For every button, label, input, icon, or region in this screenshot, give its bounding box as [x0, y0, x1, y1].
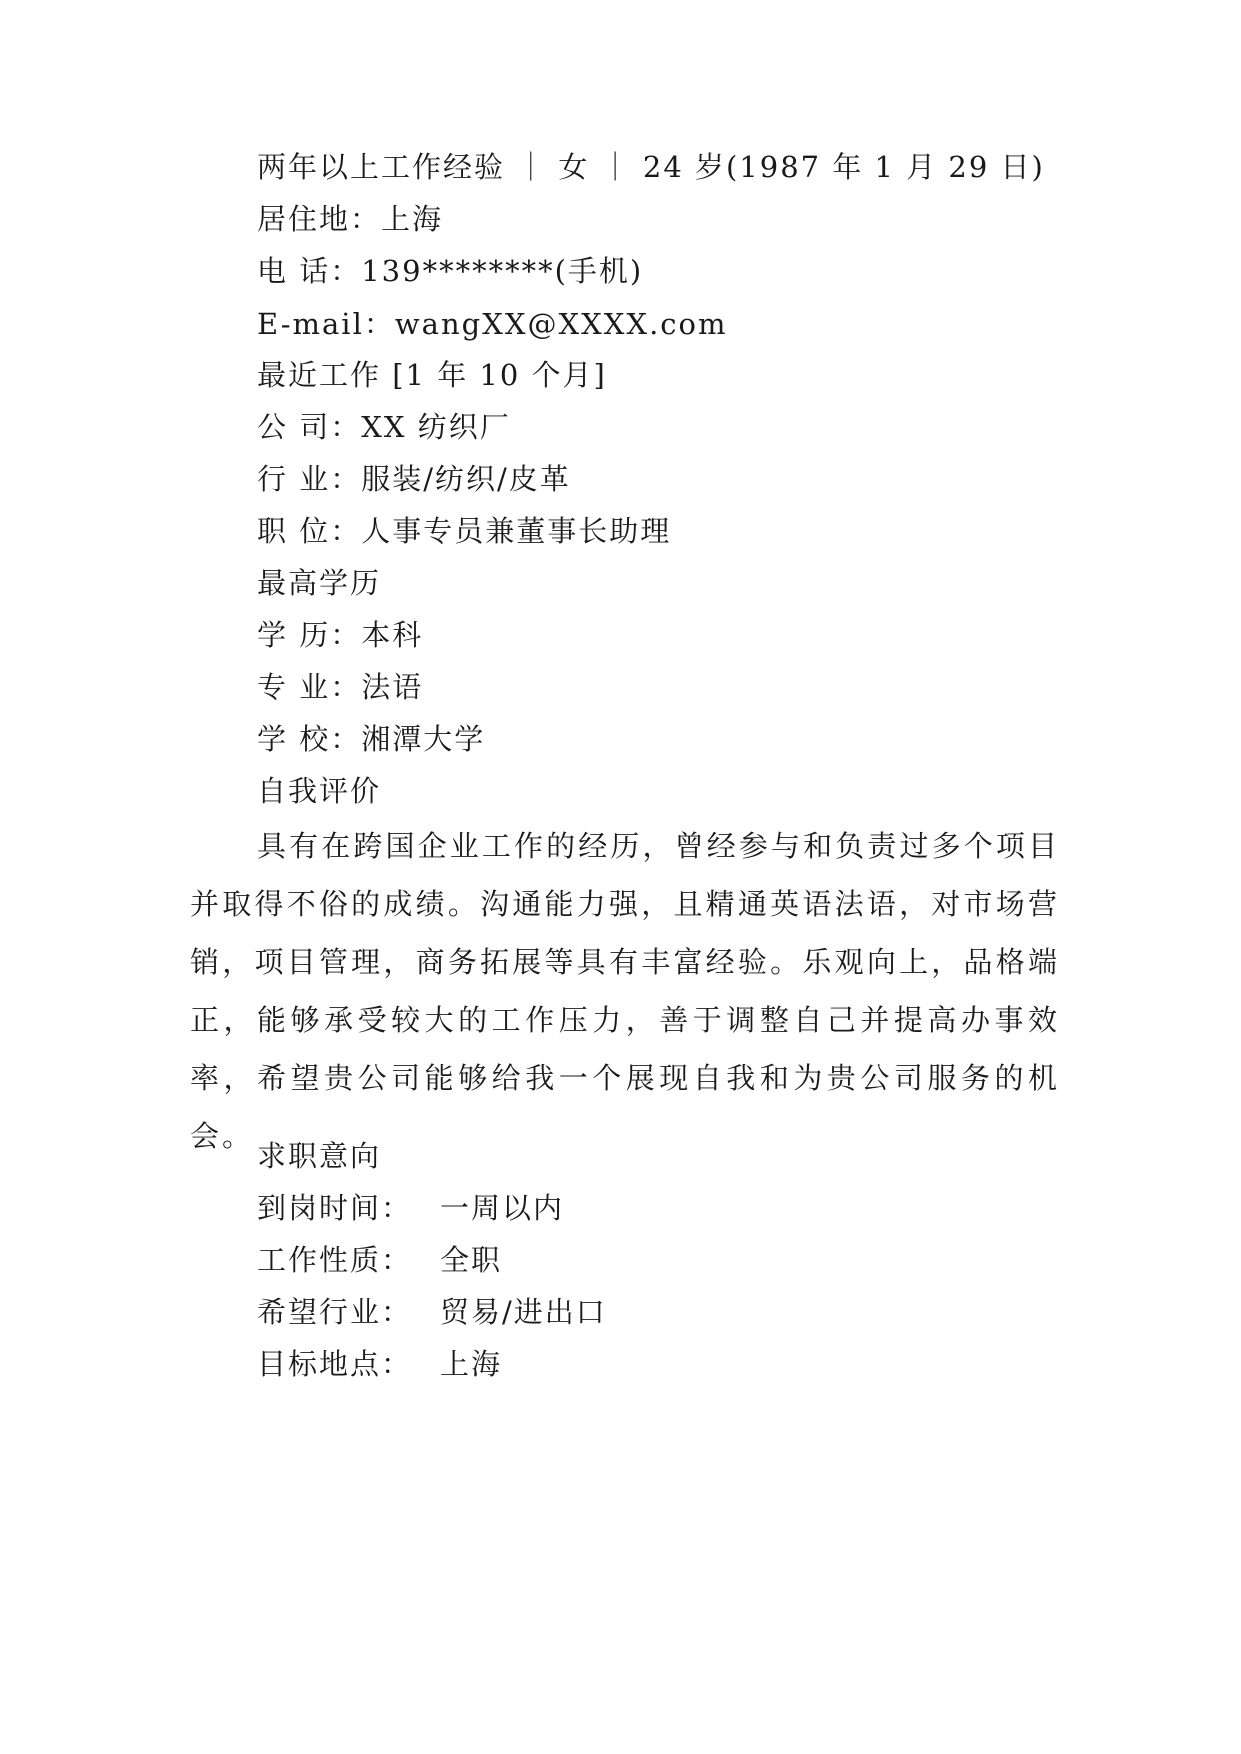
phone-line: 电 话：139********(手机) — [257, 254, 644, 288]
major-line: 专 业：法语 — [257, 670, 424, 704]
self-evaluation-heading: 自我评价 — [257, 774, 382, 808]
recent-work-heading: 最近工作 [1 年 10 个月] — [257, 358, 607, 392]
education-heading: 最高学历 — [257, 566, 382, 600]
intent-label: 到岗时间： — [257, 1191, 413, 1225]
self-evaluation-text: 具有在跨国企业工作的经历，曾经参与和负责过多个项目并取得不俗的成绩。沟通能力强，且精通英语法语，对市场营销，项目管理，商务拓展等具有丰富经验。乐观向上，品格端正，能够承受较大的工作压力，善于调整自己并提高办事效率，希望贵公司能够给我一个展现自我和为贵公司服务的机会。 — [190, 829, 1060, 1153]
school-line: 学 校：湘潭大学 — [257, 722, 486, 756]
intent-label: 工作性质： — [257, 1243, 413, 1277]
intent-value: 贸易/进出口 — [440, 1295, 607, 1329]
degree-line: 学 历：本科 — [257, 618, 424, 652]
position-line: 职 位：人事专员兼董事长助理 — [257, 514, 672, 548]
summary-line: 两年以上工作经验 ｜ 女 ｜ 24 岁(1987 年 1 月 29 日) — [257, 150, 1045, 184]
intent-value: 上海 — [440, 1347, 503, 1381]
intent-item — [257, 1188, 564, 1228]
intent-item — [257, 1292, 607, 1332]
job-intent-heading: 求职意向 — [257, 1139, 382, 1173]
intent-label: 希望行业： — [257, 1295, 413, 1329]
intent-item — [257, 1344, 502, 1384]
email-line: E-mail：wangXX@XXXX.com — [257, 307, 728, 341]
company-line: 公 司：XX 纺织厂 — [257, 410, 511, 444]
industry-line: 行 业：服装/纺织/皮革 — [257, 462, 571, 496]
intent-item — [257, 1240, 502, 1280]
residence-line: 居住地：上海 — [257, 202, 444, 236]
intent-value: 一周以内 — [440, 1191, 565, 1225]
intent-label: 目标地点： — [257, 1347, 413, 1381]
intent-value: 全职 — [440, 1243, 503, 1277]
